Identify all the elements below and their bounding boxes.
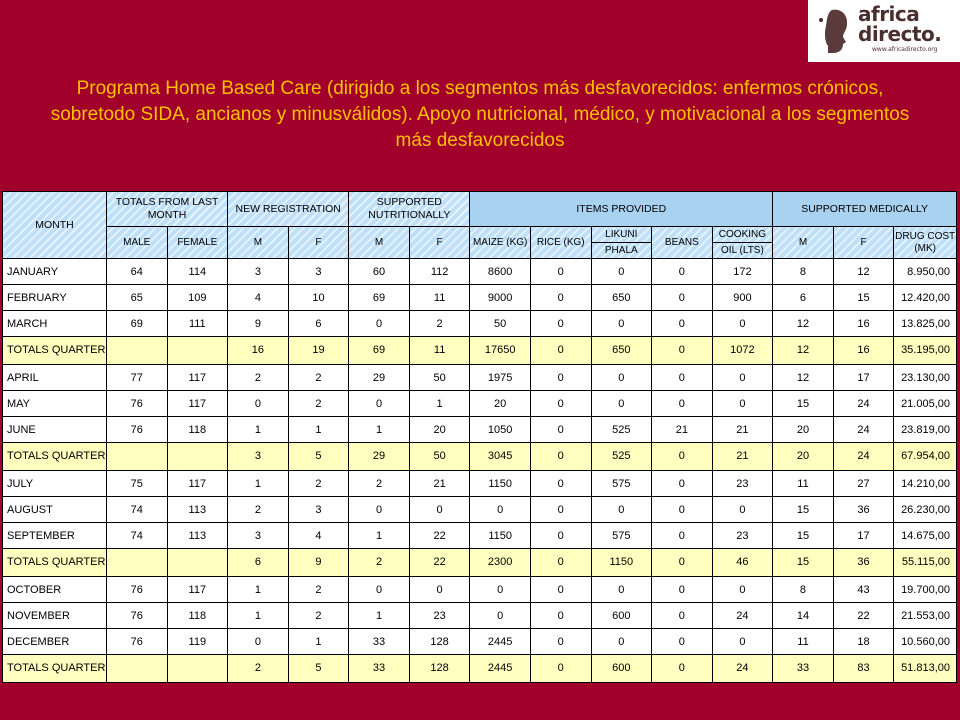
table-cell: 0 [530,285,591,311]
row-label: TOTALS QUARTER [3,337,107,365]
table-cell: 172 [712,259,773,285]
data-table-container [2,191,957,683]
table-cell: 2 [288,391,349,417]
table-cell: 23.819,00 [894,417,957,443]
table-cell: 1 [349,417,410,443]
table-cell [106,655,167,683]
subheader-phala: PHALA [604,245,638,256]
table-cell: 24 [712,655,773,683]
row-label: MARCH [3,311,107,337]
table-cell: 0 [530,549,591,577]
table-cell [106,337,167,365]
table-cell: 6 [288,311,349,337]
table-cell: 17 [833,365,894,391]
table-cell: 17650 [470,337,531,365]
table-cell: 36 [833,497,894,523]
subheader-new-reg-m: M [228,227,289,259]
table-cell: 76 [106,603,167,629]
table-cell: 18 [833,629,894,655]
table-cell: 10 [288,285,349,311]
table-cell: 0 [652,365,713,391]
table-cell: 0 [591,629,652,655]
table-cell: 20 [409,417,470,443]
table-cell: 24 [833,391,894,417]
table-cell: 6 [773,285,834,311]
table-cell: 1 [288,629,349,655]
table-cell: 29 [349,443,410,471]
table-cell: 15 [773,497,834,523]
subheader-male: MALE [106,227,167,259]
table-cell: 117 [167,365,228,391]
table-cell: 16 [833,311,894,337]
header-items-provided: ITEMS PROVIDED [470,192,773,227]
table-cell: 23 [712,471,773,497]
table-cell: 4 [288,523,349,549]
table-cell: 65 [106,285,167,311]
table-cell: 114 [167,259,228,285]
table-cell: 0 [712,311,773,337]
table-cell: 0 [349,391,410,417]
row-label: JULY [3,471,107,497]
table-cell: 50 [409,443,470,471]
table-row [3,471,957,497]
table-cell: 0 [652,577,713,603]
table-cell: 27 [833,471,894,497]
table-cell: 117 [167,391,228,417]
table-cell: 0 [652,629,713,655]
row-label: FEBRUARY [3,285,107,311]
header-supported-medically: SUPPORTED MEDICALLY [773,192,957,227]
subheader-drug-cost: DRUG COST (MK) [894,227,957,259]
table-cell: 23.130,00 [894,365,957,391]
subheader-rice: RICE (KG) [530,227,591,259]
table-cell: 12 [833,259,894,285]
table-cell: 23 [712,523,773,549]
table-cell: 83 [833,655,894,683]
table-cell: 12.420,00 [894,285,957,311]
table-cell: 17 [833,523,894,549]
table-cell: 0 [228,391,289,417]
table-cell: 21 [712,443,773,471]
table-cell: 11 [773,471,834,497]
table-cell: 9000 [470,285,531,311]
row-label: AUGUST [3,497,107,523]
table-cell: 0 [591,259,652,285]
table-cell: 2445 [470,629,531,655]
table-cell: 69 [349,337,410,365]
row-label: APRIL [3,365,107,391]
table-cell: 128 [409,629,470,655]
table-cell: 118 [167,417,228,443]
table-cell: 600 [591,655,652,683]
subheader-cooking-oil [712,227,773,259]
table-cell: 0 [652,311,713,337]
subheader-nut-f: F [409,227,470,259]
table-cell: 1150 [591,549,652,577]
table-row [3,285,957,311]
table-cell: 2 [288,577,349,603]
table-cell: 2 [349,471,410,497]
table-cell: 0 [530,603,591,629]
subheader-female: FEMALE [167,227,228,259]
table-cell: 1050 [470,417,531,443]
table-cell: 1 [349,603,410,629]
table-cell: 0 [530,417,591,443]
page-title: Programa Home Based Care (dirigido a los segmentos más desfavorecidos: enfermos crónicos, sobretodo SIDA, ancianos y minusválidos). Apoyo nutricional, médico, y motivacional a los segmentos más desfavorecidos [50,78,910,151]
table-cell: 55.115,00 [894,549,957,577]
table-cell: 0 [652,391,713,417]
table-cell: 1 [349,523,410,549]
table-cell: 4 [228,285,289,311]
table-cell: 0 [652,497,713,523]
logo-text-line2: directo. [858,22,942,46]
logo-text-line1: africa [858,2,920,26]
subheader-med-f: F [833,227,894,259]
table-cell: 0 [652,549,713,577]
table-cell [167,443,228,471]
table-cell: 2300 [470,549,531,577]
table-cell: 33 [349,629,410,655]
table-cell: 21.005,00 [894,391,957,417]
table-cell: 67.954,00 [894,443,957,471]
table-cell: 76 [106,391,167,417]
table-cell: 1 [409,391,470,417]
table-cell: 2 [228,497,289,523]
table-cell: 0 [712,497,773,523]
table-cell: 20 [773,417,834,443]
table-cell: 0 [530,311,591,337]
table-cell: 29 [349,365,410,391]
table-cell: 23 [409,603,470,629]
subheader-cooking: COOKING [713,227,773,243]
table-cell: 650 [591,337,652,365]
quarter-total-row [3,443,957,471]
table-cell: 2 [288,603,349,629]
table-cell: 76 [106,417,167,443]
table-cell [167,549,228,577]
table-cell: 1150 [470,471,531,497]
table-cell: 1150 [470,523,531,549]
table-cell: 3 [288,497,349,523]
table-cell: 19 [288,337,349,365]
table-cell: 0 [349,577,410,603]
table-cell: 2 [349,549,410,577]
table-cell: 0 [652,603,713,629]
table-cell: 0 [530,391,591,417]
table-cell: 60 [349,259,410,285]
table-cell: 51.813,00 [894,655,957,683]
table-cell: 0 [591,497,652,523]
table-cell: 15 [773,391,834,417]
table-cell: 33 [773,655,834,683]
table-cell: 0 [591,311,652,337]
table-cell: 0 [591,391,652,417]
table-cell: 525 [591,443,652,471]
table-cell: 1975 [470,365,531,391]
row-label: JUNE [3,417,107,443]
table-cell: 22 [409,549,470,577]
header-month: MONTH [3,192,107,259]
table-cell [167,655,228,683]
row-label: MAY [3,391,107,417]
table-row [3,311,957,337]
table-cell: 0 [652,655,713,683]
table-cell: 0 [349,497,410,523]
table-cell: 11 [409,337,470,365]
header-totals-from-last-month: TOTALS FROM LAST MONTH [106,192,227,227]
table-cell: 77 [106,365,167,391]
table-cell: 21 [712,417,773,443]
table-cell: 8.950,00 [894,259,957,285]
table-row [3,603,957,629]
table-cell: 0 [591,365,652,391]
table-cell: 19.700,00 [894,577,957,603]
table-cell: 76 [106,577,167,603]
logo [808,0,960,62]
table-cell: 21 [652,417,713,443]
table-cell: 2 [288,365,349,391]
table-cell: 35.195,00 [894,337,957,365]
table-cell: 0 [409,577,470,603]
table-cell: 0 [530,443,591,471]
table-cell: 109 [167,285,228,311]
table-cell: 8600 [470,259,531,285]
table-cell: 74 [106,523,167,549]
table-cell: 113 [167,523,228,549]
header-new-registration: NEW REGISTRATION [228,192,349,227]
table-cell: 43 [833,577,894,603]
table-cell: 0 [591,577,652,603]
logo-url: www.africadirecto.org [872,46,938,53]
table-cell: 15 [773,523,834,549]
table-cell: 12 [773,365,834,391]
table-cell: 0 [228,629,289,655]
subheader-beans: BEANS [652,227,713,259]
table-cell: 1 [228,417,289,443]
table-row [3,577,957,603]
table-cell: 0 [712,577,773,603]
table-cell: 1 [228,577,289,603]
row-label: TOTALS QUARTER [3,443,107,471]
table-cell: 0 [712,365,773,391]
row-label: JANUARY [3,259,107,285]
table-cell: 3 [288,259,349,285]
row-label: SEPTEMBER [3,523,107,549]
row-label: DECEMBER [3,629,107,655]
table-cell: 46 [712,549,773,577]
table-row [3,417,957,443]
table-cell: 0 [712,629,773,655]
table-cell: 1072 [712,337,773,365]
table-cell: 74 [106,497,167,523]
table-cell: 3 [228,259,289,285]
table-cell: 14.675,00 [894,523,957,549]
table-cell: 24 [833,443,894,471]
table-cell: 16 [833,337,894,365]
table-cell: 0 [652,285,713,311]
table-cell: 24 [833,417,894,443]
table-cell: 3 [228,443,289,471]
table-cell: 8 [773,259,834,285]
table-cell: 22 [833,603,894,629]
table-cell: 0 [470,577,531,603]
table-cell: 21.553,00 [894,603,957,629]
table-cell: 20 [470,391,531,417]
table-cell: 0 [530,523,591,549]
table-cell: 0 [652,259,713,285]
table-cell: 575 [591,471,652,497]
table-cell: 3045 [470,443,531,471]
table-cell: 2 [228,365,289,391]
table-cell: 900 [712,285,773,311]
table-cell: 5 [288,443,349,471]
table-cell: 0 [470,497,531,523]
table-cell [106,443,167,471]
table-cell: 0 [530,497,591,523]
table-cell: 119 [167,629,228,655]
table-cell: 2445 [470,655,531,683]
table-cell: 0 [530,337,591,365]
table-cell: 0 [652,443,713,471]
table-cell: 14 [773,603,834,629]
table-row [3,629,957,655]
table-cell: 11 [773,629,834,655]
subheader-nut-m: M [349,227,410,259]
table-cell: 50 [409,365,470,391]
table-cell: 0 [530,629,591,655]
table-cell: 69 [106,311,167,337]
table-cell [167,337,228,365]
table-cell: 75 [106,471,167,497]
table-cell: 117 [167,577,228,603]
table-cell: 2 [228,655,289,683]
table-cell: 650 [591,285,652,311]
table-cell: 15 [773,549,834,577]
table-cell: 24 [712,603,773,629]
quarter-total-row [3,549,957,577]
table-cell: 12 [773,337,834,365]
subheader-oil: OIL (LTS) [721,245,764,256]
table-cell: 117 [167,471,228,497]
quarter-total-row [3,655,957,683]
table-cell: 1 [288,417,349,443]
row-label: NOVEMBER [3,603,107,629]
table-cell: 128 [409,655,470,683]
subheader-likuni-phala [591,227,652,259]
table-cell: 14.210,00 [894,471,957,497]
table-cell: 20 [773,443,834,471]
header-supported-nutritionally: SUPPORTED NUTRITIONALLY [349,192,470,227]
table-cell: 6 [228,549,289,577]
table-row [3,391,957,417]
table-cell: 36 [833,549,894,577]
table-cell: 111 [167,311,228,337]
table-cell: 0 [530,365,591,391]
table-cell: 8 [773,577,834,603]
table-cell: 10.560,00 [894,629,957,655]
table-cell: 5 [288,655,349,683]
table-cell: 0 [530,655,591,683]
table-cell: 1 [228,471,289,497]
table-cell: 50 [470,311,531,337]
table-cell: 22 [409,523,470,549]
table-cell: 26.230,00 [894,497,957,523]
table-row [3,259,957,285]
table-cell: 0 [530,259,591,285]
table-cell: 2 [409,311,470,337]
table-cell: 0 [530,577,591,603]
table-cell [106,549,167,577]
table-cell: 3 [228,523,289,549]
table-cell: 0 [712,391,773,417]
table-cell: 575 [591,523,652,549]
row-label: TOTALS QUARTER [3,655,107,683]
table-cell: 13.825,00 [894,311,957,337]
table-cell: 33 [349,655,410,683]
table-cell: 0 [652,337,713,365]
subheader-likuni: LIKUNI [592,227,652,243]
table-cell: 64 [106,259,167,285]
table-cell: 12 [773,311,834,337]
table-cell: 76 [106,629,167,655]
table-cell: 113 [167,497,228,523]
subheader-med-m: M [773,227,834,259]
table-cell: 0 [652,471,713,497]
table-cell: 9 [228,311,289,337]
quarter-total-row [3,337,957,365]
table-cell: 11 [409,285,470,311]
table-cell: 0 [349,311,410,337]
table-cell: 0 [530,471,591,497]
table-cell: 16 [228,337,289,365]
table-cell: 0 [409,497,470,523]
table-cell: 600 [591,603,652,629]
table-cell: 69 [349,285,410,311]
subheader-maize: MAIZE (KG) [470,227,531,259]
row-label: OCTOBER [3,577,107,603]
table-cell: 525 [591,417,652,443]
table-cell: 112 [409,259,470,285]
table-cell: 1 [228,603,289,629]
table-cell: 0 [470,603,531,629]
table-cell: 2 [288,471,349,497]
table-cell: 118 [167,603,228,629]
table-cell: 15 [833,285,894,311]
table-cell: 21 [409,471,470,497]
table-cell: 0 [652,523,713,549]
row-label: TOTALS QUARTER [3,549,107,577]
table-row [3,497,957,523]
table-row [3,523,957,549]
table-cell: 9 [288,549,349,577]
table-row [3,365,957,391]
subheader-new-reg-f: F [288,227,349,259]
home-based-care-table [2,191,957,683]
face-silhouette-icon [818,6,852,56]
